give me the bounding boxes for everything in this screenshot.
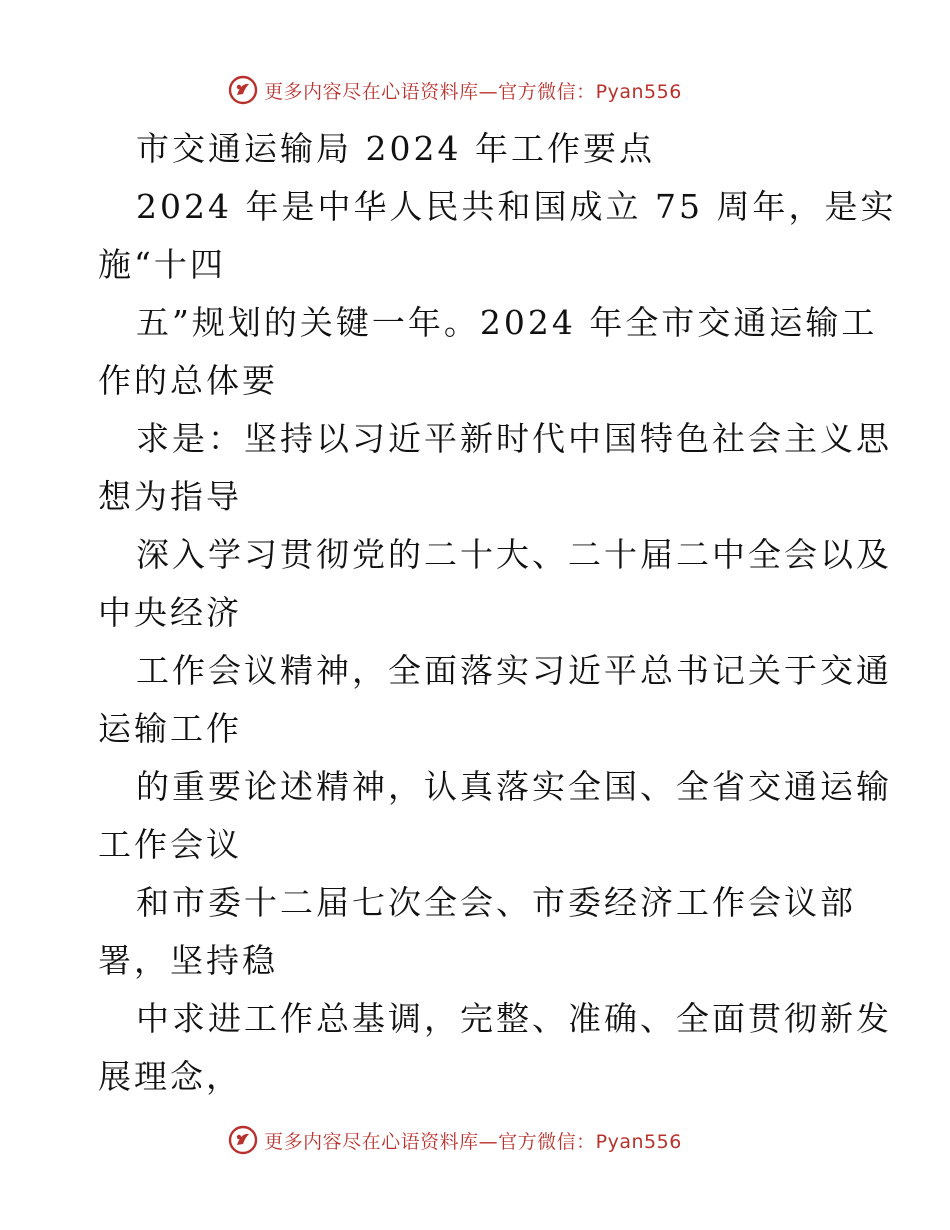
- text-line: 想为指导: [98, 477, 242, 516]
- text-line: 工作会议精神，全面落实习近平总书记关于交通: [136, 651, 892, 690]
- text-line: 运输工作: [98, 709, 242, 748]
- text-line: 工作会议: [98, 825, 242, 864]
- footer-watermark-banner: [0, 1120, 950, 1160]
- text-line: 展理念，: [98, 1057, 242, 1096]
- text-line: 市交通运输局 2024 年工作要点: [136, 129, 655, 168]
- brand-logo-icon: [228, 1125, 258, 1155]
- text-line: 五”规划的关键一年。2024 年全市交通运输工: [136, 303, 878, 342]
- brand-logo-icon: [228, 75, 258, 105]
- text-line: 中央经济: [98, 593, 242, 632]
- text-line: 和市委十二届七次全会、市委经济工作会议部: [136, 883, 856, 922]
- text-line: 中求进工作总基调，完整、准确、全面贯彻新发: [136, 999, 892, 1038]
- text-line: 施“十四: [98, 245, 226, 284]
- text-line: 署，坚持稳: [98, 941, 278, 980]
- text-line: 求是：坚持以习近平新时代中国特色社会主义思: [136, 419, 892, 458]
- text-line: 深入学习贯彻党的二十大、二十届二中全会以及: [136, 535, 892, 574]
- header-watermark-banner: [0, 70, 950, 110]
- text-line: 作的总体要: [98, 361, 278, 400]
- watermark-text: 更多内容尽在心语资料库—官方微信：Pyan556: [264, 80, 682, 103]
- document-body: [98, 120, 897, 1106]
- watermark-text: 更多内容尽在心语资料库—官方微信：Pyan556: [264, 1130, 682, 1153]
- text-line: 2024 年是中华人民共和国成立 75 周年，是实: [136, 187, 897, 226]
- text-line: 的重要论述精神，认真落实全国、全省交通运输: [136, 767, 892, 806]
